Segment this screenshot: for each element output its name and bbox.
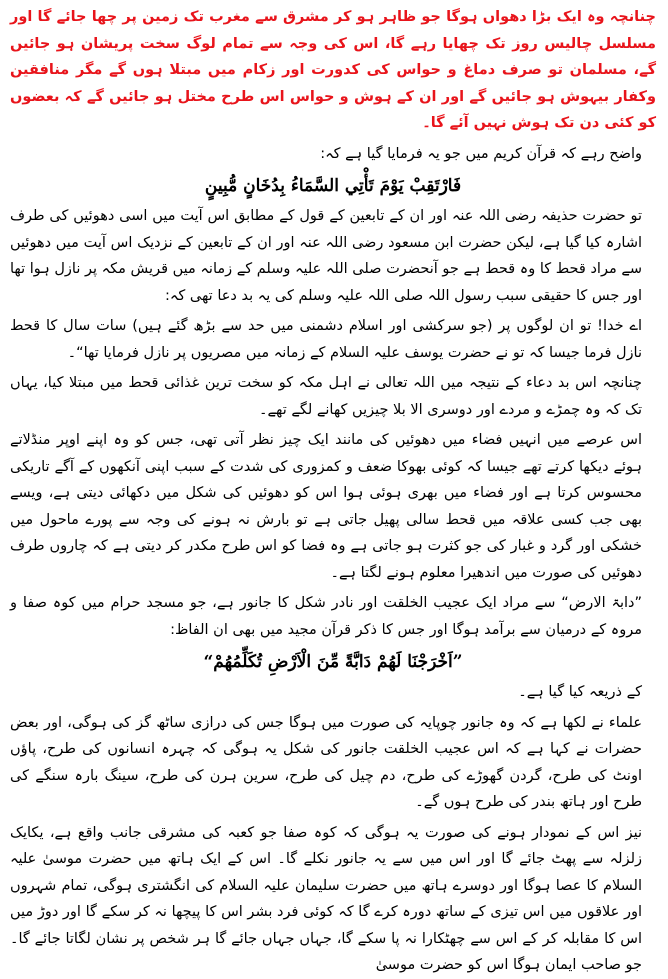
paragraph-famine-result: چنانچہ اس بد دعاء کے نتیجہ میں اللہ تعالی نے اہل مکہ کو سخت ترین غذائی قحط میں مبتلا کیا، یہاں تک کہ وہ چمڑے و مردے اور دوسری الا بلا چیزیں کھانے لگے تھے۔ xyxy=(10,375,642,418)
quran-verse-dabbah: ”اَخْرَجْنَا لَهُمْ دَابَّةً مِّنَ الْاَرْضِ تُكَلِّمُهُمْ“ xyxy=(203,652,463,672)
paragraph-quran-intro: واضح رہے کہ قرآن کریم میں جو یہ فرمایا گیا ہے کہ: xyxy=(320,145,642,162)
paragraph-hudhaifa-opinion: تو حضرت حذیفہ رضی اللہ عنہ اور ان کے تابعین کے قول کے مطابق اس آیت میں اسی دھوئیں کی طرف اشارہ کیا گیا ہے، لیکن حضرت ابن مسعود رضی اللہ عنہ اور ان کے تابعین کے نزدیک اس آیت میں دھوئیں سے مراد قحط کا وہ قحط ہے جو آنحضرت صلی اللہ علیہ وسلم کے زمانہ میں قریش مکہ پر نازل ہوا تھا اور جس کا حقیقی سبب رسول اللہ صلی اللہ علیہ وسلم کی یہ بد دعا تھی کہ: xyxy=(10,208,642,304)
paragraph-verse-reference: کے ذریعہ کیا گیا ہے۔ xyxy=(518,684,642,700)
paragraph-creature-emergence: نیز اس کے نمودار ہونے کی صورت یہ ہوگی کہ کوہ صفا جو کعبہ کی مشرقی جانب واقع ہے، یکایک زلزلہ سے پھٹ جائے گا اور اس میں سے یہ جانور نکلے گا۔ اس کے ایک ہاتھ میں حضرت موسیٰ علیہ السلام کا عصا ہوگا اور دوسرے ہاتھ میں حضرت سلیمان علیہ السلام کی انگشتری ہوگی، تمام شہروں اور علاقوں میں اس تیزی کے ساتھ دورہ کرے گا کہ کوئی فرد بشر اس کا پیچھا نہ کر سکے گا اور دوڑ میں اس کا مقابلہ کر کے اس سے چھٹکارا نہ پا سکے گا، جہاں جہاں جائے گا ہر شخص پر نشان لگاتا جائے گا۔ جو صاحب ایمان ہوگا اس کو حضرت موسیٰ xyxy=(10,824,642,973)
paragraph-smoke-appearance: اس عرصے میں انہیں فضاء میں دھوئیں کی مانند ایک چیز نظر آتی تھی، جس کو وہ اپنے اوپر منڈلاتے ہوئے دیکھا کرتے تھے جیسا کہ کوئی بھوکا ضعف و کمزوری کی شدت کے سبب اپنی آنکھوں کے آگے تاریکی محسوس کرتا ہے اور فضاء میں بھری ہوئی ہوا اس کو دھوئیں کی شکل میں دکھائی دیتی ہے، ویسے بھی جب کسی علاقہ میں قحط سالی پھیل جاتی ہے تو بارش نہ ہونے کی وجہ سے پورے ماحول میں خشکی اور گرد و غبار کی جو کثرت ہو جاتی ہے وہ فضا کو اس طرح مکدر کر دیتی ہے کہ چاروں طرف دھوئیں کی صورت میں اندھیرا معلوم ہونے لگتا ہے۔ xyxy=(10,432,642,581)
paragraph-smoke-description: چنانچہ وہ ایک بڑا دھواں ہوگا جو ظاہر ہو کر مشرق سے مغرب تک زمین پر چھا جائے گا اور مسلسل چالیس روز تک چھایا رہے گا، اس کی وجہ سے تمام لوگ سخت پریشان ہو جائیں گے، مسلمان تو صرف دماغ و حواس کی کدورت اور زکام میں مبتلا ہوں گے مگر منافقین وکفار بیہوش ہو جائیں گے اور ان کے ہوش و حواس اس طرح مختل ہو جائیں گے کہ بعضوں کو کئی دن تک ہوش نہیں آئے گا۔ xyxy=(10,9,656,131)
quran-verse-dukhan: فَارْتَقِبْ يَوْمَ تَأْتِي السَّمَاءُ بِدُخَانٍ مُّبِينٍ xyxy=(204,176,462,196)
paragraph-dabbat-al-ard: ”دابۃ الارض“ سے مراد ایک عجیب الخلقت اور نادر شکل کا جانور ہے، جو مسجد حرام میں کوہ صفا و مروہ کے درمیان سے برآمد ہوگا اور جس کا ذکر قرآن مجید میں بھی ان الفاظ: xyxy=(10,595,642,638)
paragraph-creature-form: علماء نے لکھا ہے کہ وہ جانور چوپایہ کی صورت میں ہوگا جس کی درازی ساٹھ گز کی ہوگی، اور بعض حضرات نے کہا ہے کہ اس عجیب الخلقت جانور کی شکل یہ ہوگی کہ چہرہ انسانوں کی طرح، پاؤں اونٹ کی طرح، گردن گھوڑے کی طرح، دم چیل کی طرح، سرین ہرن کی طرح، سینگ بارہ سنگے کی طرح اور ہاتھ بندر کی طرح ہوں گے۔ xyxy=(10,714,642,810)
paragraph-prophet-supplication: اے خدا! تو ان لوگوں پر (جو سرکشی اور اسلام دشمنی میں حد سے بڑھ گئے ہیں) سات سال کا قحط نازل فرما جیسا کہ تو نے حضرت یوسف علیہ السلام کے زمانہ میں مصریوں پر نازل فرمایا تھا“۔ xyxy=(10,318,642,361)
